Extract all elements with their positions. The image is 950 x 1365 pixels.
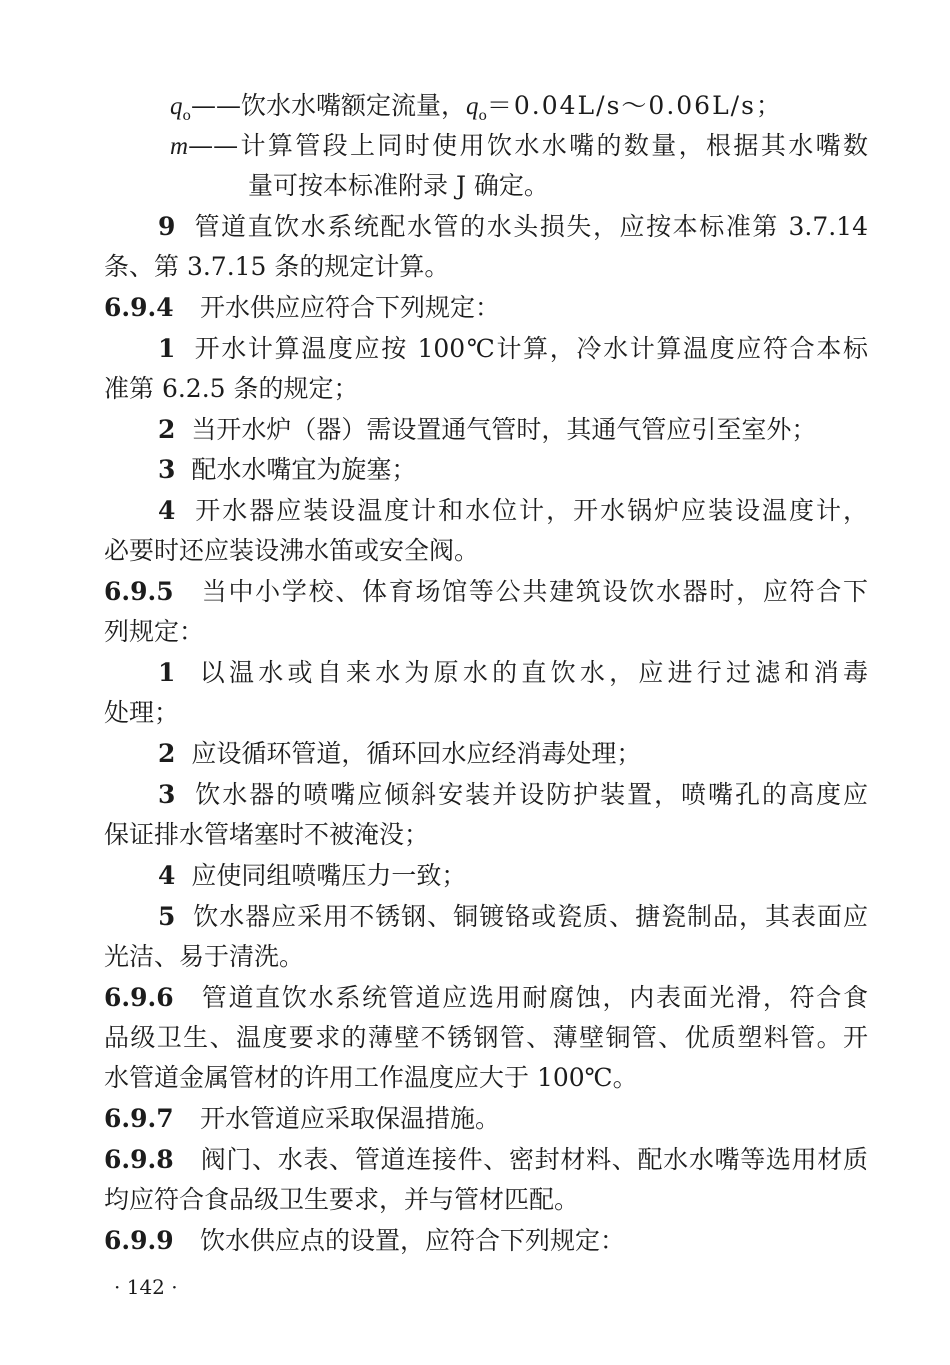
item-6-9-4-4-cont: 必要时还应装设沸水笛或安全阀。 [104, 536, 480, 565]
clause-6-9-6: 6.9.6 管道直饮水系统管道应选用耐腐蚀，内表面光滑，符合食 [104, 983, 868, 1012]
clause-6-9-4: 6.9.4 开水供应应符合下列规定： [104, 293, 501, 322]
item-6-9-5-1-cont: 处理； [104, 698, 180, 727]
item-6-9-5-5: 5 饮水器应采用不锈钢、铜镀铬或瓷质、搪瓷制品，其表面应 [158, 902, 868, 931]
clause-6-9-5-cont: 列规定： [104, 617, 205, 646]
item-6-9-5-3: 3 饮水器的喷嘴应倾斜安装并设防护装置，喷嘴孔的高度应 [158, 780, 868, 809]
clause-6-9-6-cont-1: 品级卫生、温度要求的薄壁不锈钢管、薄壁铜管、优质塑料管。开 [104, 1023, 868, 1052]
clause-6-9-7: 6.9.7 开水管道应采取保温措施。 [104, 1104, 501, 1133]
item-6-9-5-1: 1 以温水或自来水为原水的直饮水，应进行过滤和消毒 [158, 658, 868, 687]
definition-m: m——计算管段上同时使用饮水水嘴的数量，根据其水嘴数 [170, 131, 868, 160]
item-6-9-5-4: 4 应使同组喷嘴压力一致； [158, 861, 467, 890]
item-9: 9 管道直饮水系统配水管的水头损失，应按本标准第 3.7.14 [158, 212, 868, 241]
clause-6-9-5: 6.9.5 当中小学校、体育场馆等公共建筑设饮水器时，应符合下 [104, 577, 868, 606]
page-number: · 142 · [114, 1275, 178, 1299]
item-9-cont: 条、第 3.7.15 条的规定计算。 [104, 252, 450, 281]
clause-6-9-8: 6.9.8 阀门、水表、管道连接件、密封材料、配水水嘴等选用材质 [104, 1145, 868, 1174]
item-6-9-5-2: 2 应设循环管道，循环回水应经消毒处理； [158, 739, 642, 768]
item-6-9-4-3: 3 配水水嘴宜为旋塞； [158, 455, 417, 484]
item-6-9-4-2: 2 当开水炉（器）需设置通气管时，其通气管应引至室外； [158, 415, 817, 444]
clause-6-9-8-cont: 均应符合食品级卫生要求，并与管材匹配。 [104, 1185, 580, 1214]
item-6-9-4-1-cont: 准第 6.2.5 条的规定； [104, 374, 359, 403]
item-6-9-5-3-cont: 保证排水管堵塞时不被淹没； [104, 820, 430, 849]
item-6-9-4-1: 1 开水计算温度应按 100℃计算，冷水计算温度应符合本标 [158, 334, 868, 363]
item-6-9-5-5-cont: 光洁、易于清洗。 [104, 942, 305, 971]
definition-q0: $q_o——$饮水水嘴额定流量，$q_o=0.04L/s\sim 0.06L/s$； [170, 91, 783, 124]
definition-m-cont: 量可按本标准附录 J 确定。 [248, 171, 549, 200]
item-6-9-4-4: 4 开水器应装设温度计和水位计，开水锅炉应装设温度计， [158, 496, 868, 525]
clause-6-9-9: 6.9.9 饮水供应点的设置，应符合下列规定： [104, 1226, 626, 1255]
clause-6-9-6-cont-2: 水管道金属管材的许用工作温度应大于 100℃。 [104, 1063, 638, 1092]
